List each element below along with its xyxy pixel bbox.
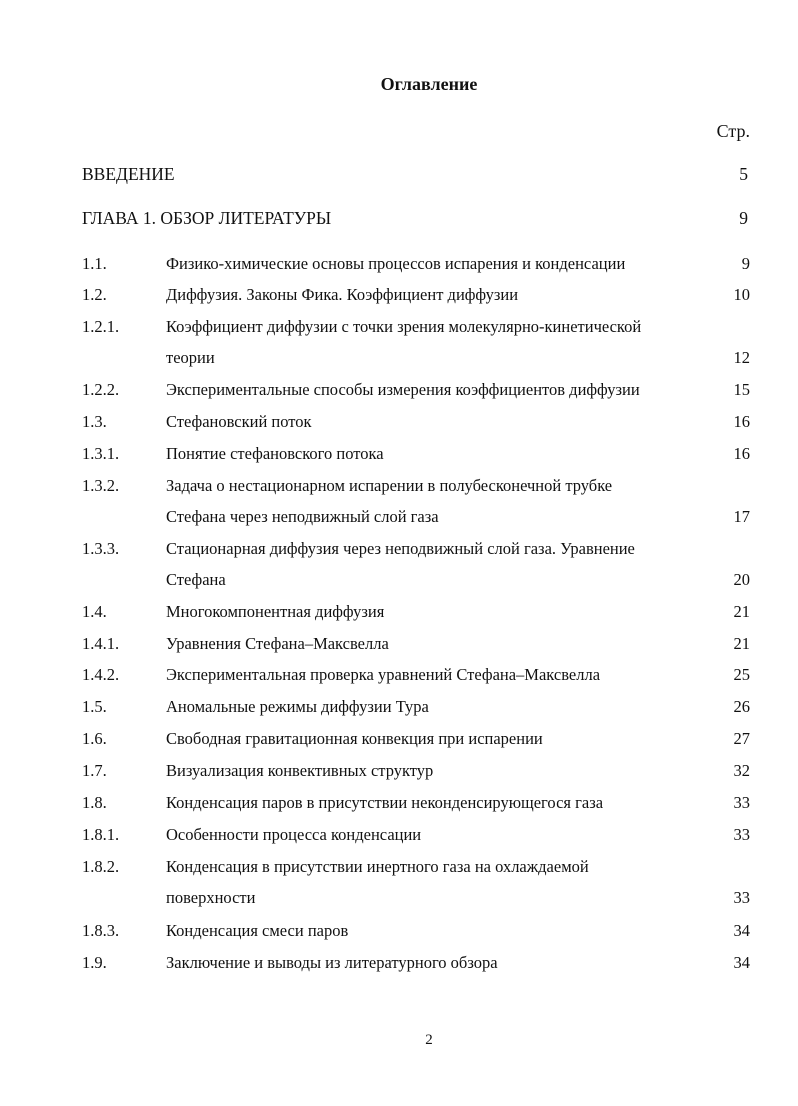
toc-entry-page: 25 — [733, 665, 750, 684]
toc-entry-text: Экспериментальные способы измерения коэффициентов диффузии — [166, 380, 640, 399]
toc-entry-text: Конденсация паров в присутствии неконденсирующегося газа — [166, 793, 604, 812]
toc-entry-page: 21 — [733, 634, 750, 653]
toc-entry-text: Стефановский поток — [166, 412, 312, 431]
toc-entry-number: 1.2.1. — [82, 317, 120, 336]
toc-entry-text-continued: Стефана через неподвижный слой газа — [166, 507, 439, 526]
toc-entry-number: 1.7. — [82, 761, 107, 780]
toc-entry-page: 9 — [741, 254, 750, 273]
toc-entry-number: 1.4. — [82, 602, 107, 621]
toc-entry-page: 34 — [733, 953, 750, 972]
toc-entry-number: 1.1. — [82, 254, 107, 273]
toc-entry-page: 12 — [733, 348, 750, 367]
page-column-label: Стр. — [716, 121, 750, 141]
toc-entry-number: 1.3.3. — [82, 539, 120, 558]
toc-entry-number: 1.4.2. — [82, 665, 120, 684]
toc-entry-number: 1.8.3. — [82, 921, 120, 940]
toc-entry-number: 1.4.1. — [82, 634, 120, 653]
toc-entry-text: Заключение и выводы из литературного обзора — [166, 953, 498, 972]
toc-entry-text: Конденсация в присутствии инертного газа на охлаждаемой — [166, 857, 589, 876]
toc-entry-text-continued: поверхности — [166, 888, 256, 907]
toc-entry-page: 32 — [733, 761, 750, 780]
toc-entry-page: 20 — [733, 570, 750, 589]
toc-entry-page: 33 — [733, 793, 750, 812]
toc-entry-number: 1.2. — [82, 285, 107, 304]
intro-title: ВВЕДЕНИЕ — [82, 164, 175, 184]
page-number: 2 — [425, 1032, 433, 1048]
toc-entry-text: Задача о нестационарном испарении в полубесконечной трубке — [166, 476, 613, 495]
toc-entry-text: Особенности процесса конденсации — [166, 825, 422, 844]
toc-entry-text-continued: Стефана — [166, 570, 226, 589]
toc-entry-number: 1.3.1. — [82, 444, 120, 463]
toc-entry-page: 16 — [733, 444, 750, 463]
toc-entry-text: Уравнения Стефана–Максвелла — [166, 634, 389, 653]
toc-entry-text: Физико-химические основы процессов испарения и конденсации — [166, 254, 626, 273]
chapter-title: ГЛАВА 1. ОБЗОР ЛИТЕРАТУРЫ — [82, 208, 332, 228]
toc-entry-page: 21 — [733, 602, 750, 621]
toc-entry-text: Стационарная диффузия через неподвижный слой газа. Уравнение — [166, 539, 635, 558]
intro-page: 5 — [739, 164, 748, 184]
toc-entry-text: Коэффициент диффузии с точки зрения молекулярно-кинетической — [166, 317, 642, 336]
chapter-page: 9 — [739, 208, 748, 228]
toc-entry-number: 1.3. — [82, 412, 107, 431]
toc-entry-number: 1.3.2. — [82, 476, 120, 495]
toc-entry-number: 1.8.2. — [82, 857, 120, 876]
toc-entry-text: Экспериментальная проверка уравнений Стефана–Максвелла — [166, 665, 601, 684]
toc-entry-number: 1.5. — [82, 697, 107, 716]
toc-entry-text: Конденсация смеси паров — [166, 921, 349, 940]
toc-entry-page: 33 — [733, 825, 750, 844]
toc-entry-text: Визуализация конвективных структур — [166, 761, 434, 780]
toc-entry-number: 1.8. — [82, 793, 107, 812]
toc-entry-number: 1.6. — [82, 729, 107, 748]
toc-entry-page: 34 — [733, 921, 750, 940]
toc-entry-page: 33 — [733, 888, 750, 907]
toc-entry-number: 1.9. — [82, 953, 107, 972]
toc-entry-text: Многокомпонентная диффузия — [166, 602, 385, 621]
toc-entry-text: Аномальные режимы диффузии Тура — [166, 697, 429, 716]
toc-entry-page: 16 — [733, 412, 750, 431]
toc-entry-page: 10 — [733, 285, 750, 304]
toc-entry-text: Диффузия. Законы Фика. Коэффициент диффузии — [166, 285, 519, 304]
toc-entry-page: 15 — [733, 380, 750, 399]
toc-title: Оглавление — [380, 74, 478, 94]
toc-entry-page: 17 — [733, 507, 750, 526]
toc-entry-text: Понятие стефановского потока — [166, 444, 384, 463]
toc-entry-text: Свободная гравитационная конвекция при испарении — [166, 729, 543, 748]
toc-entry-number: 1.8.1. — [82, 825, 120, 844]
toc-entry-page: 27 — [733, 729, 750, 748]
toc-entry-text-continued: теории — [166, 348, 215, 367]
toc-entry-number: 1.2.2. — [82, 380, 120, 399]
toc-entry-page: 26 — [733, 697, 750, 716]
